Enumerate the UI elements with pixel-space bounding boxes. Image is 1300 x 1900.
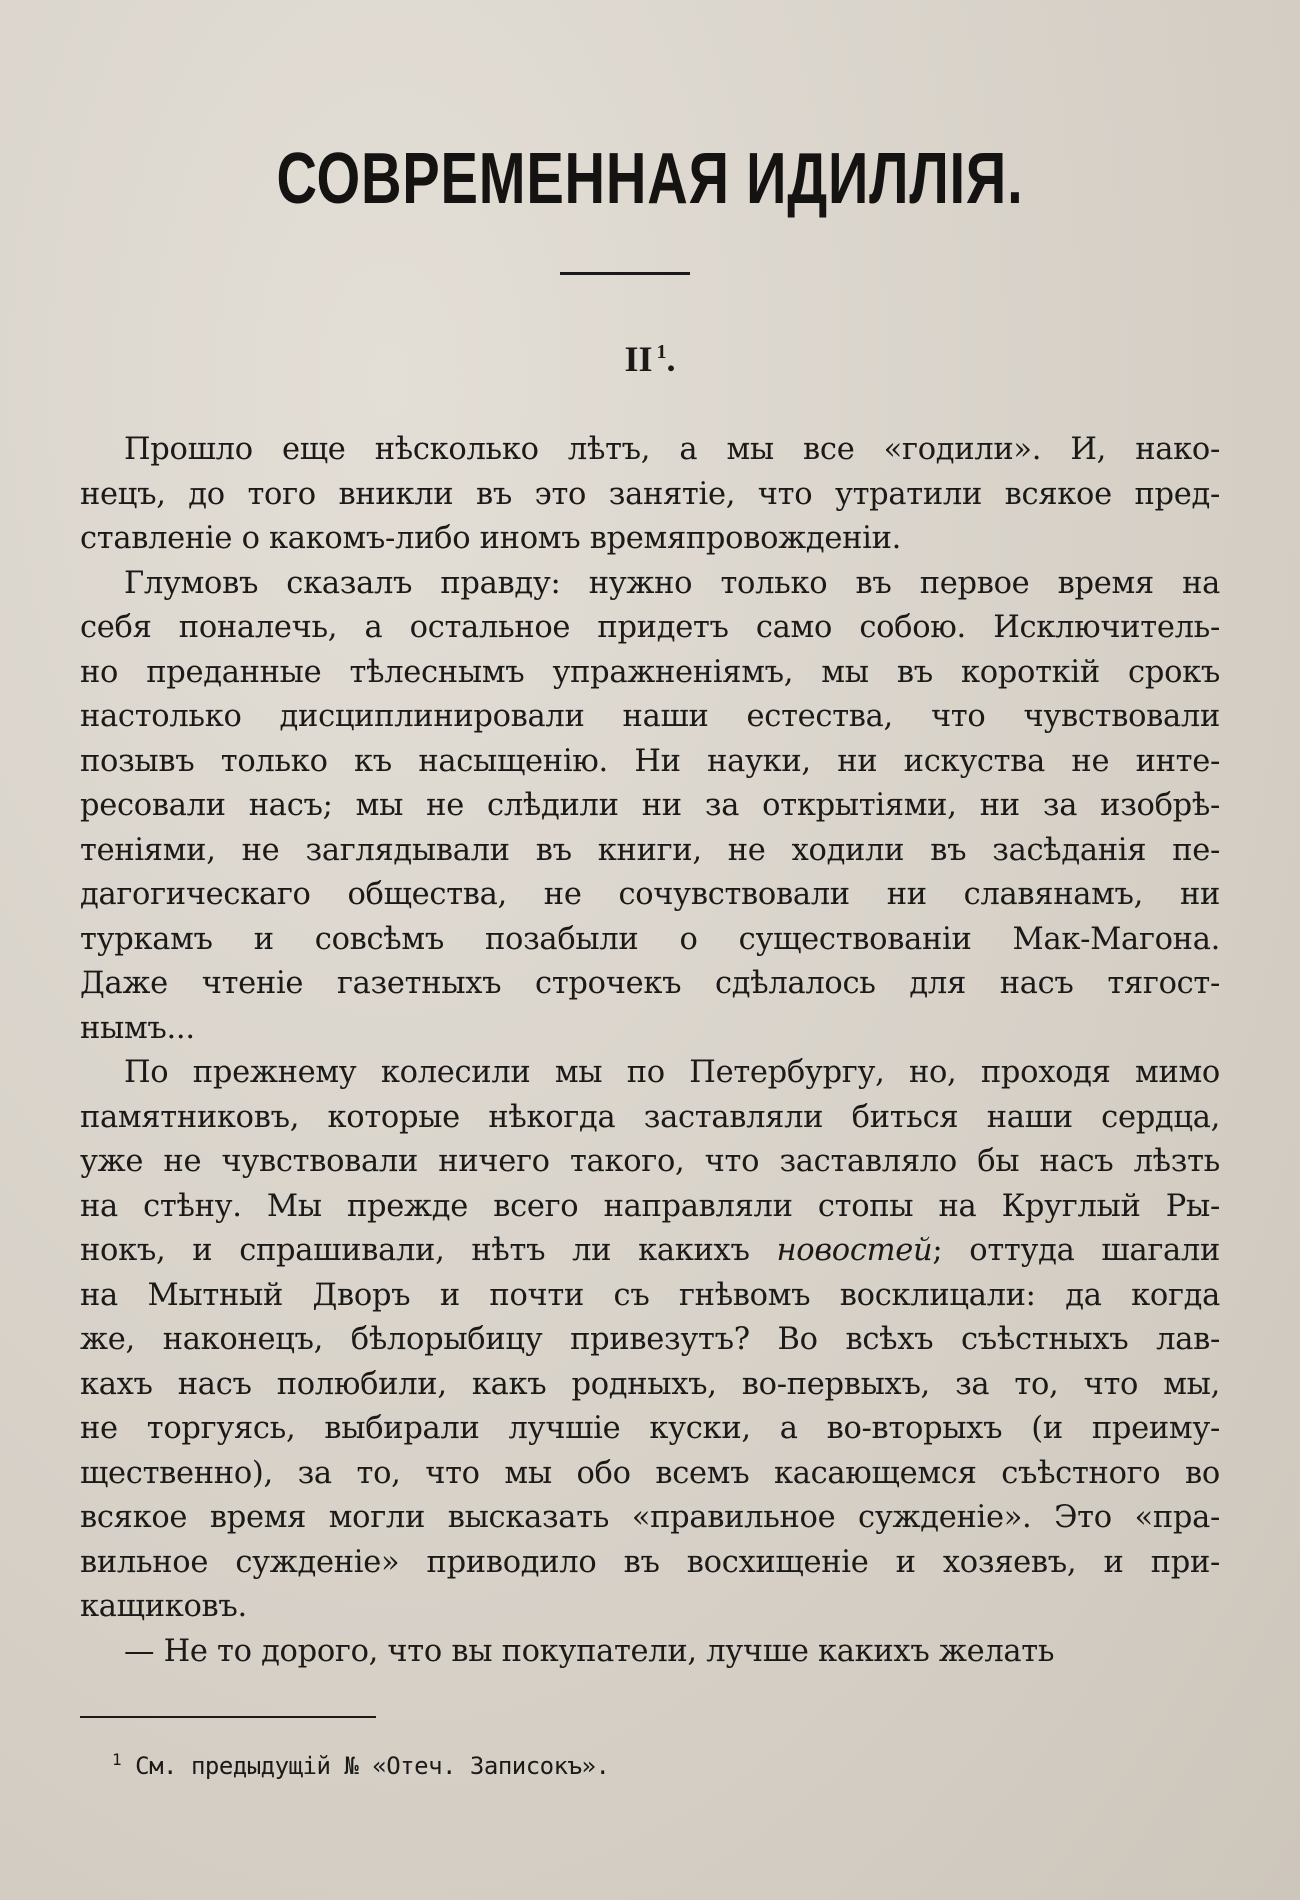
text-line: Глумовъ сказалъ правду: нужно только въ первое время на: [124, 565, 1220, 601]
text-line: себя поналечь, а остальное придетъ само собою. Исключитель-: [80, 610, 1220, 645]
paragraph: [80, 1051, 1220, 1630]
text-line: ресовали насъ; мы не слѣдили ни за открытіями, ни за изобрѣ-: [80, 788, 1220, 823]
text-line: кащиковъ.: [80, 1589, 247, 1624]
title-divider: [560, 272, 690, 275]
paragraph: [80, 428, 1220, 562]
paragraph: [80, 562, 1220, 1052]
text-line: же, наконецъ, бѣлорыбицу привезутъ? Во всѣхъ съѣстныхъ лав-: [80, 1322, 1220, 1357]
body-text: [80, 428, 1220, 1674]
text-line: но преданные тѣлеснымъ упражненіямъ, мы въ короткій срокъ: [80, 654, 1220, 690]
text-line: ставленіе о какомъ-либо иномъ времяпровожденіи.: [80, 521, 902, 556]
text-line: Прошло еще нѣсколько лѣтъ, а мы все «годили». И, нако-: [124, 432, 1220, 467]
page-title: СОВРЕМЕННАЯ ИДИЛЛІЯ.: [276, 139, 1024, 219]
text-line: щественно), за то, что мы обо всемъ касающемся съѣстного во: [80, 1455, 1220, 1491]
text-line: дагогическаго общества, не сочувствовали ни славянамъ, ни: [80, 877, 1220, 912]
text-line: По прежнему колесили мы по Петербургу, но, проходя мимо: [124, 1055, 1220, 1090]
text-line: теніями, не заглядывали въ книги, не ходили въ засѣданія пе-: [80, 832, 1220, 868]
text-line: уже не чувствовали ничего такого, что заставляло бы насъ лѣзть: [80, 1144, 1220, 1179]
text-line: нокъ, и спрашивали, нѣтъ ли какихъ новостей; оттуда шагали: [80, 1233, 1220, 1268]
paragraph: [80, 1630, 1220, 1675]
text-line: — Не то дорого, что вы покупатели, лучше какихъ желать: [124, 1633, 1055, 1669]
text-line: туркамъ и совсѣмъ позабыли о существованіи Мак-Магона.: [80, 921, 1220, 957]
footnote-reference: 1: [656, 341, 667, 363]
section-heading: II $^1$.: [624, 339, 676, 379]
text-line: памятниковъ, которые нѣкогда заставляли биться наши сердца,: [80, 1099, 1220, 1135]
text-line: на стѣну. Мы прежде всего направляли стопы на Круглый Ры-: [80, 1188, 1220, 1224]
text-line: вильное сужденіе» приводило въ восхищеніе и хозяевъ, и при-: [80, 1544, 1220, 1580]
footnote-divider: [80, 1716, 376, 1718]
text-line: нымъ...: [80, 1010, 195, 1046]
italic-word: новостей: [776, 1233, 933, 1268]
text-line: нецъ, до того вникли въ это занятіе, что утратили всякое пред-: [80, 476, 1220, 512]
text-line: настолько дисциплинировали наши естества, что чувствовали: [80, 699, 1220, 734]
text-line: на Мытный Дворъ и почти съ гнѣвомъ восклицали: да когда: [80, 1277, 1220, 1313]
text-line: Даже чтеніе газетныхъ строчекъ сдѣлалось для насъ тягост-: [80, 966, 1220, 1001]
footnote-mark: 1: [112, 1750, 122, 1769]
footnote: [112, 1750, 609, 1780]
text-line: не торгуясь, выбирали лучшіе куски, а во-вторыхъ (и преиму-: [80, 1411, 1220, 1446]
text-line: кахъ насъ полюбили, какъ родныхъ, во-первыхъ, за то, что мы,: [80, 1366, 1220, 1402]
footnote-text: См. предыдущій № «Отеч. Записокъ».: [135, 1752, 610, 1780]
text-line: всякое время могли высказать «правильное сужденіе». Это «пра-: [80, 1500, 1220, 1535]
section-number: II: [624, 339, 653, 379]
text-line: позывъ только къ насыщенію. Ни науки, ни искуства не инте-: [80, 743, 1220, 779]
